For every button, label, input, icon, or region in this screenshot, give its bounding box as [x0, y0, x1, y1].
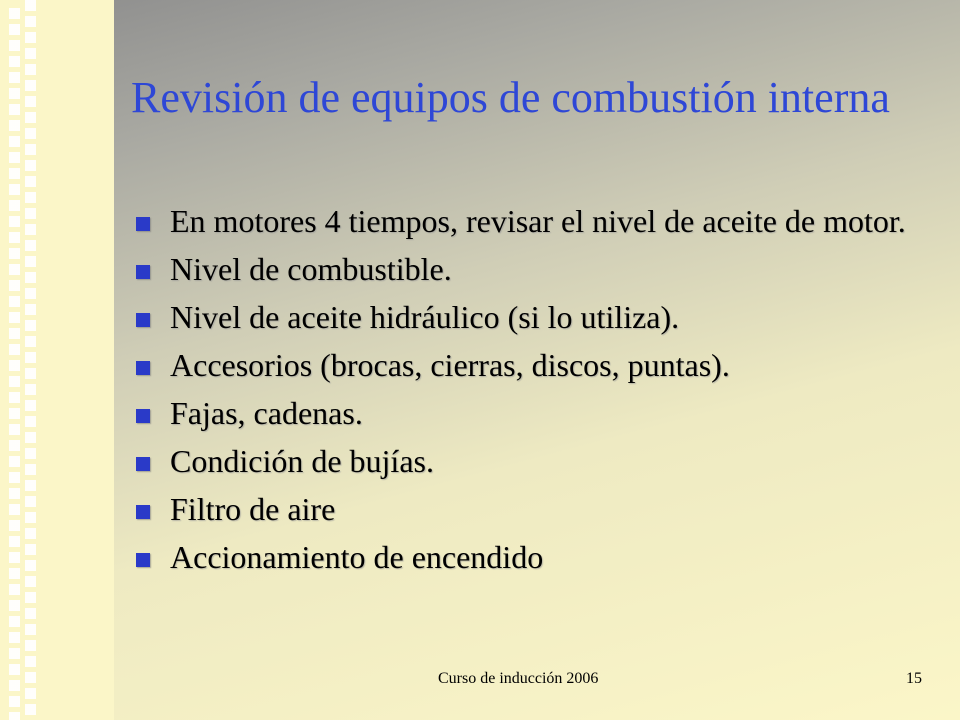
bullet-item	[134, 444, 934, 478]
slide-footer: Curso de inducción 2006	[438, 670, 599, 687]
square-bullet-icon	[136, 553, 150, 567]
bullet-list	[134, 204, 934, 588]
square-bullet-icon	[136, 409, 150, 423]
bullet-text: Nivel de combustible.	[170, 251, 452, 287]
bullet-item	[134, 204, 934, 238]
decorative-squares-column-1	[8, 0, 22, 720]
bullet-item	[134, 252, 934, 286]
bullet-item	[134, 348, 934, 382]
bullet-item	[134, 300, 934, 334]
bullet-text: Fajas, cadenas.	[170, 395, 363, 431]
bullet-text: Filtro de aire	[170, 491, 336, 527]
slide-title: Revisión de equipos de combustión interna	[131, 73, 890, 122]
square-bullet-icon	[136, 457, 150, 471]
square-bullet-icon	[136, 361, 150, 375]
square-bullet-icon	[136, 313, 150, 327]
decorative-squares-column-2	[24, 0, 38, 720]
square-bullet-icon	[136, 265, 150, 279]
square-bullet-icon	[136, 505, 150, 519]
bullet-item	[134, 492, 934, 526]
bullet-text: Nivel de aceite hidráulico (si lo utiliza).	[170, 299, 680, 335]
bullet-text: Accesorios (brocas, cierras, discos, puntas).	[170, 347, 730, 383]
bullet-text: Accionamiento de encendido	[170, 539, 544, 575]
square-bullet-icon	[136, 217, 150, 231]
bullet-item	[134, 396, 934, 430]
bullet-item	[134, 540, 934, 574]
decorative-side-strip	[0, 0, 114, 720]
bullet-text: En motores 4 tiempos, revisar el nivel de aceite de motor.	[170, 203, 906, 239]
page-number: 15	[906, 670, 922, 687]
bullet-text: Condición de bujías.	[170, 443, 434, 479]
